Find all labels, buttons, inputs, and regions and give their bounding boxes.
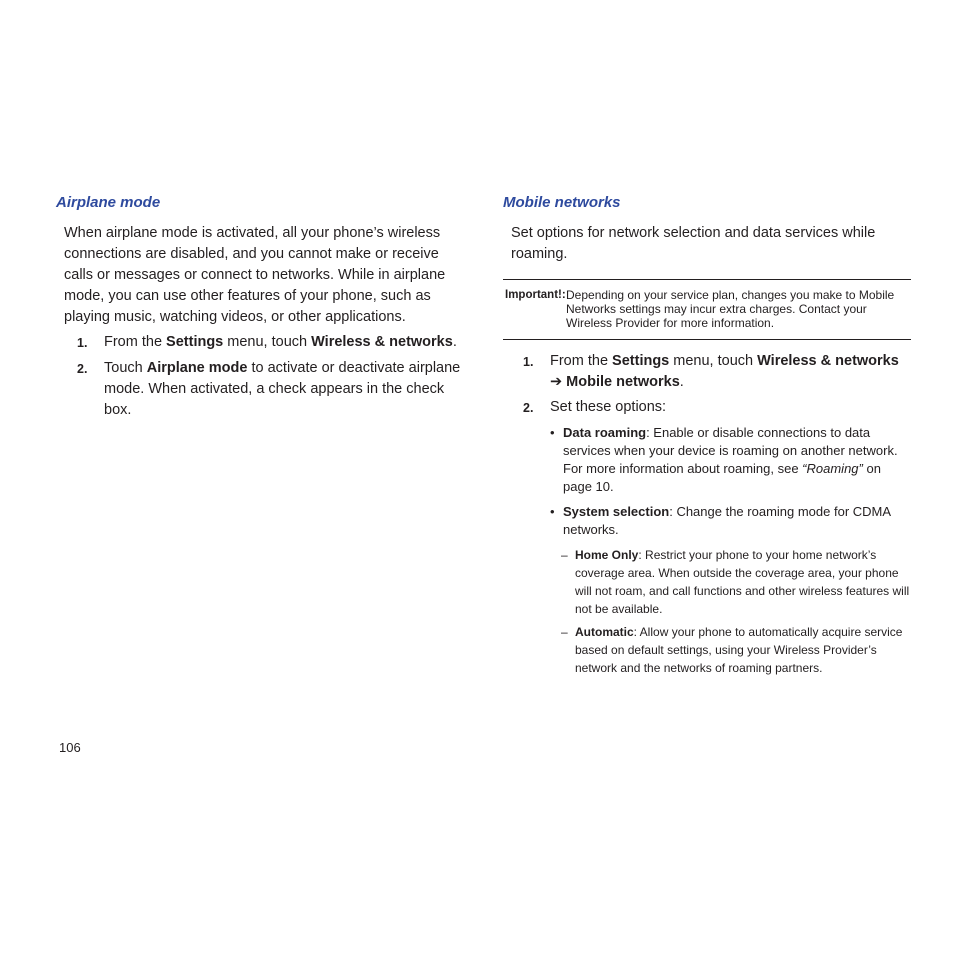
step-number: 1. [523, 355, 534, 369]
section-heading-airplane-mode: Airplane mode [56, 194, 161, 211]
section-heading-mobile-networks: Mobile networks [503, 194, 621, 211]
bullet-system-selection: • System selection: Change the roaming mode for CDMA networks. [550, 504, 891, 537]
step-number: 1. [77, 336, 88, 350]
list-item: 1. From the Settings menu, touch Wireless & networks ➔ Mobile networks. [523, 353, 899, 390]
page-number: 106 [59, 740, 81, 755]
step-number: 2. [523, 401, 534, 415]
note-text: Depending on your service plan, changes you make to Mobile Networks settings may incur extra charges. Contact your Wireless Provider for more information. [566, 288, 895, 330]
note-label: Important!: [505, 289, 566, 301]
right-column [503, 194, 911, 677]
bullet-marker: • [550, 504, 555, 519]
list-item: 2. Set these options: [503, 397, 911, 418]
mobile-networks-intro: Set options for network selection and data services while roaming. [511, 225, 876, 262]
subitem-home-only: – Home Only: Restrict your phone to your home network’s coverage area. When outside the coverage area, your phone will not roam, and call functions and other wireless features will not be available. [561, 548, 910, 616]
list-item: 2. Touch Airplane mode to activate or deactivate airplane mode. When activated, a check appears in the check box. [77, 360, 461, 418]
bullet-data-roaming: • Data roaming: Enable or disable connections to data services when your device is roaming on another network. For more information about roaming, see “Roaming” on page 10. [550, 425, 898, 494]
left-column [56, 194, 466, 421]
bullet-marker: • [550, 425, 555, 440]
dash-marker: – [561, 548, 568, 562]
step-number: 2. [77, 362, 88, 376]
airplane-mode-intro: When airplane mode is activated, all your phone’s wireless connections are disabled, and you cannot make or receive calls or messages or connect to networks. While in airplane mode, you can use other features of your phone, such as playing music, watching videos, or other applications. [64, 225, 446, 325]
dash-marker: – [561, 625, 568, 639]
important-note [503, 279, 911, 340]
list-item: 1. From the Settings menu, touch Wireless & networks. [56, 332, 466, 353]
subitem-automatic: – Automatic: Allow your phone to automatically acquire service based on default settings, using your Wireless Provider’s network and the networks of roaming partners. [561, 625, 903, 675]
